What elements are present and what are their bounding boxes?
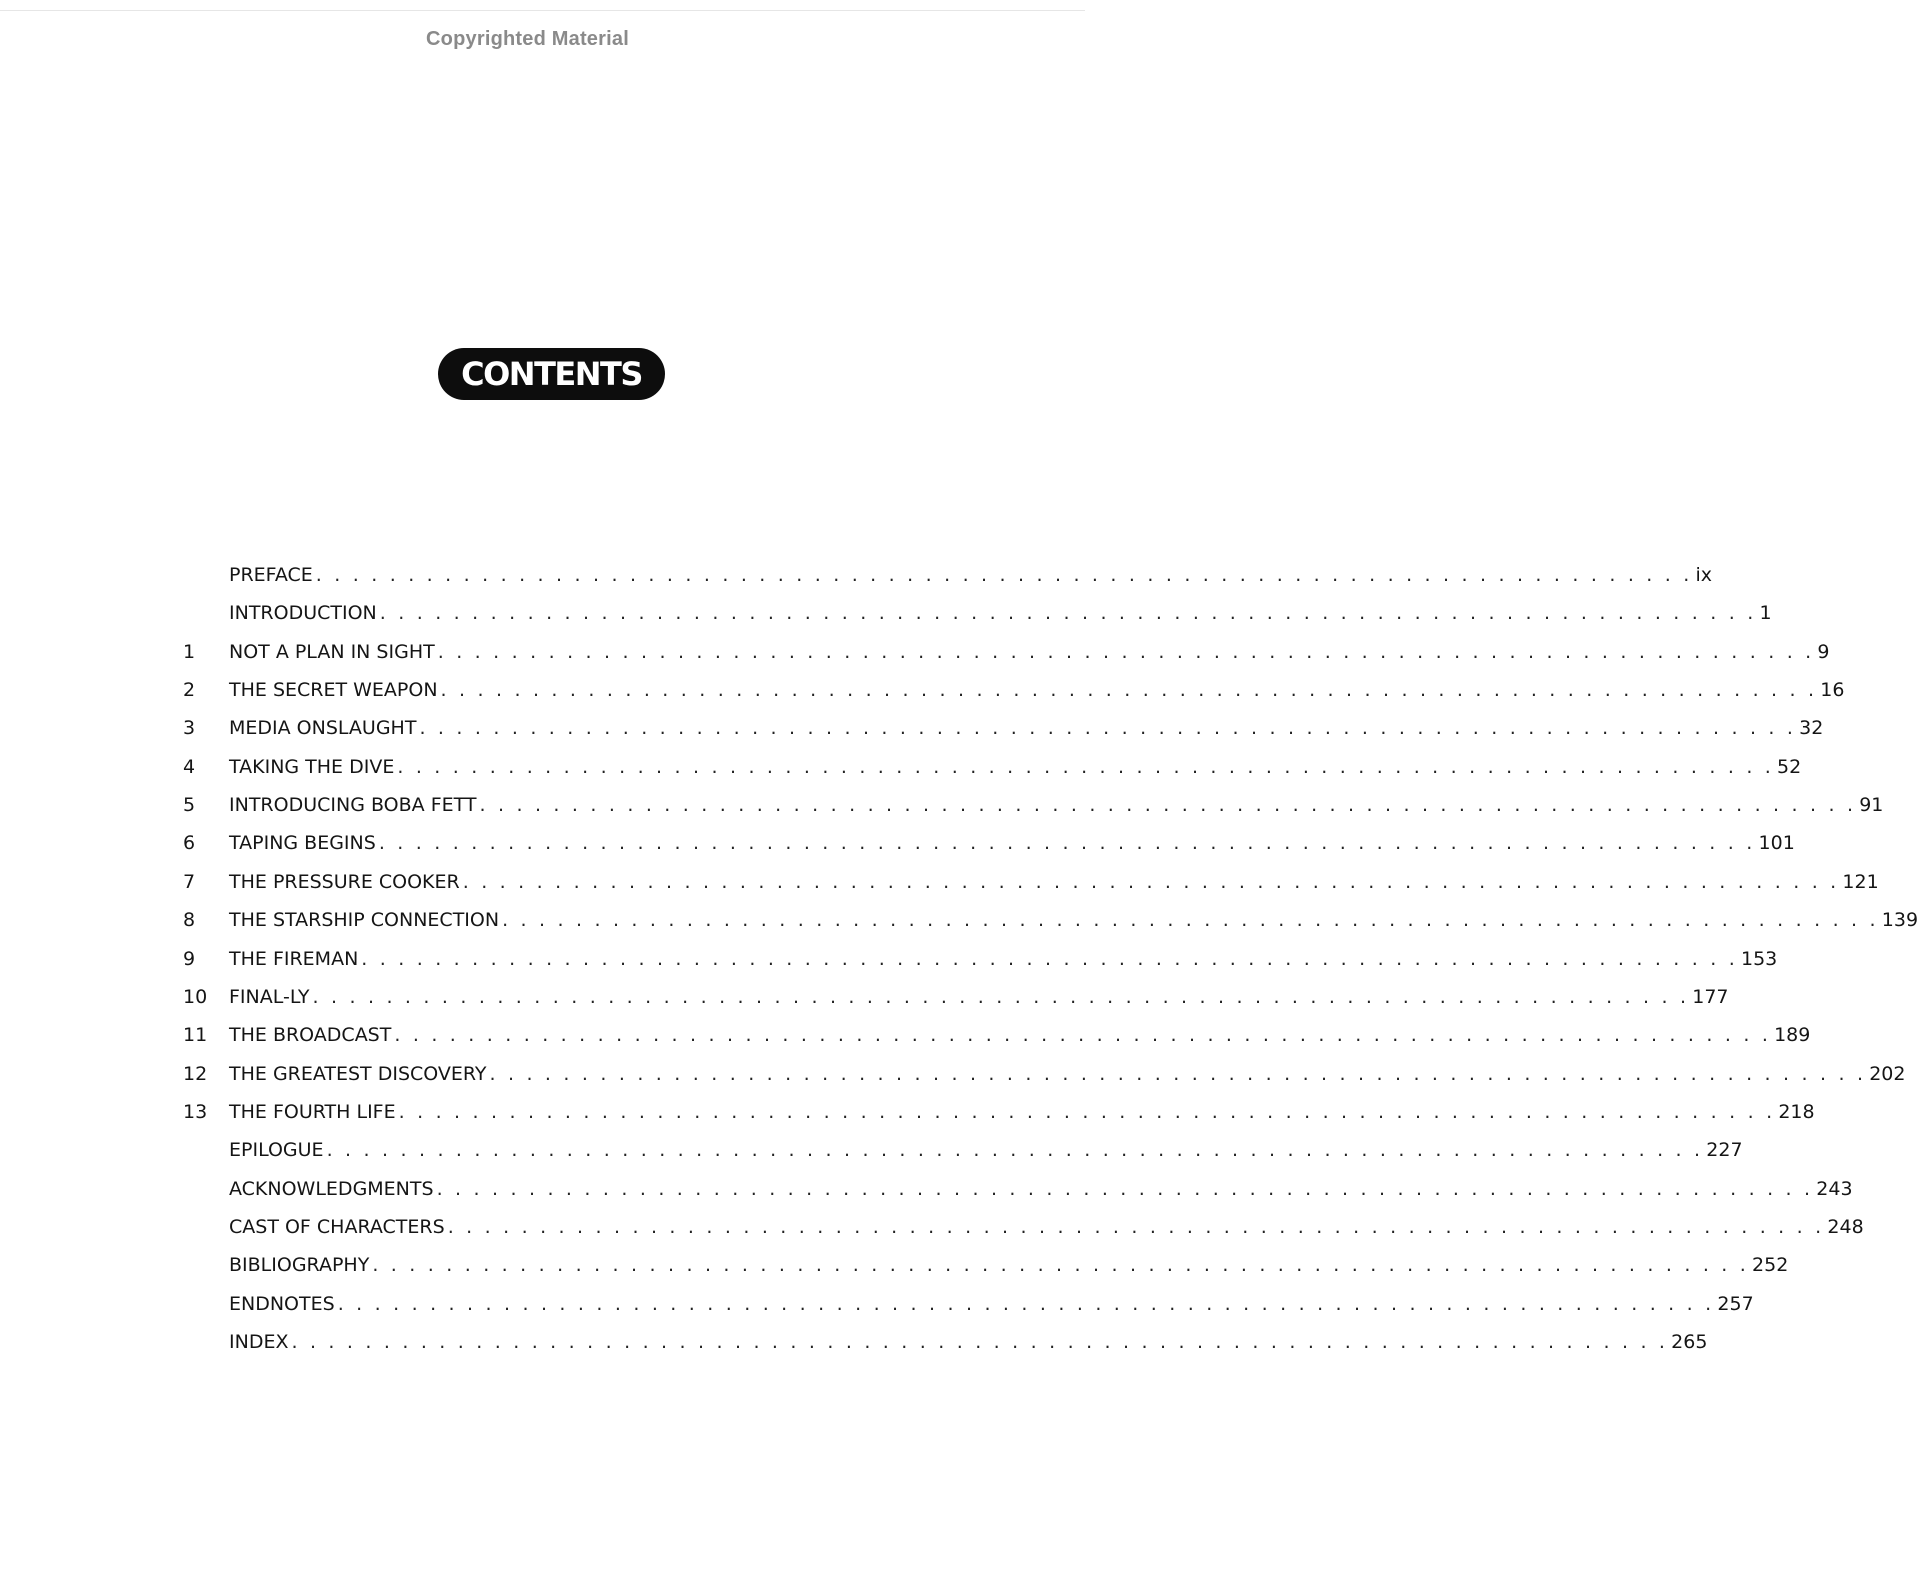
toc-entry-line bbox=[229, 1170, 1853, 1208]
chapter-number: 10 bbox=[183, 985, 208, 1008]
toc-entry bbox=[0, 940, 1778, 978]
toc-entry bbox=[0, 1323, 1708, 1361]
chapter-title: ACKNOWLEDGMENTS bbox=[229, 1177, 434, 1200]
toc-entry bbox=[0, 786, 1884, 824]
dot-leader: . . . . . . . . . . . . . . . . . . . . . . . . . . . . . . . . . . . . . . . . . . . . . . . . . . . . . . . . . . . . . . . . . . . . . . . . . . . bbox=[379, 602, 1757, 625]
toc-entry bbox=[0, 748, 1802, 786]
chapter-title: THE PRESSURE COOKER bbox=[229, 870, 460, 893]
toc-entry bbox=[0, 824, 1795, 862]
page-number: ix bbox=[1695, 564, 1713, 586]
chapter-number: 9 bbox=[183, 947, 196, 970]
dot-leader: . . . . . . . . . . . . . . . . . . . . . . . . . . . . . . . . . . . . . . . . . . . . . . . . . . . . . . . . . . . . . . . . . . . . . . . . . . . bbox=[437, 640, 1815, 663]
chapter-title: THE STARSHIP CONNECTION bbox=[229, 909, 500, 932]
chapter-title: THE FIREMAN bbox=[229, 947, 359, 970]
toc-entry bbox=[0, 556, 1713, 594]
chapter-title: ENDNOTES bbox=[229, 1292, 335, 1315]
toc-entry bbox=[0, 978, 1729, 1016]
chapter-number: 7 bbox=[183, 870, 196, 893]
toc-entry bbox=[0, 1093, 1815, 1131]
dot-leader: . . . . . . . . . . . . . . . . . . . . . . . . . . . . . . . . . . . . . . . . . . . . . . . . . . . . . . . . . . . . . . . . . . . . . . . . . . . bbox=[447, 1215, 1825, 1238]
page-number: 177 bbox=[1692, 985, 1729, 1008]
toc-entry-line bbox=[229, 556, 1713, 594]
toc-entry-line bbox=[229, 671, 1845, 709]
toc-entry-line bbox=[229, 1246, 1789, 1284]
chapter-title: THE SECRET WEAPON bbox=[229, 679, 438, 702]
toc-entry bbox=[0, 1131, 1743, 1169]
page-number: 265 bbox=[1671, 1331, 1708, 1353]
toc-entry-line bbox=[229, 1285, 1754, 1323]
page-number: 189 bbox=[1774, 1024, 1811, 1047]
toc-entry bbox=[0, 594, 1772, 632]
chapter-title: INTRODUCING BOBA FETT bbox=[229, 794, 477, 817]
toc-entry-line bbox=[229, 1055, 1906, 1093]
toc-entry bbox=[0, 1208, 1864, 1246]
chapter-title: THE FOURTH LIFE bbox=[229, 1100, 396, 1123]
chapter-title: THE BROADCAST bbox=[229, 1024, 392, 1047]
page-number: 1 bbox=[1759, 602, 1772, 625]
chapter-number: 12 bbox=[183, 1062, 208, 1085]
dot-leader: . . . . . . . . . . . . . . . . . . . . . . . . . . . . . . . . . . . . . . . . . . . . . . . . . . . . . . . . . . . . . . . . . . . . . . . . . . . bbox=[419, 717, 1797, 740]
chapter-title: PREFACE bbox=[229, 564, 313, 586]
chapter-title: BIBLIOGRAPHY bbox=[229, 1254, 370, 1277]
top-rule bbox=[0, 10, 1085, 11]
page-number: 91 bbox=[1859, 794, 1884, 817]
page-number: 139 bbox=[1881, 909, 1918, 932]
chapter-title: MEDIA ONSLAUGHT bbox=[229, 717, 417, 740]
toc-entry bbox=[0, 709, 1824, 747]
toc-entry-line bbox=[229, 1131, 1743, 1169]
chapter-title: TAPING BEGINS bbox=[229, 832, 376, 855]
toc-entry bbox=[0, 1285, 1754, 1323]
toc-entry-line bbox=[229, 709, 1824, 747]
chapter-number: 3 bbox=[183, 717, 196, 740]
page-number: 52 bbox=[1777, 755, 1802, 778]
dot-leader: . . . . . . . . . . . . . . . . . . . . . . . . . . . . . . . . . . . . . . . . . . . . . . . . . . . . . . . . . . . . . . . . . . . . . . . . . . . bbox=[398, 1100, 1776, 1123]
dot-leader: . . . . . . . . . . . . . . . . . . . . . . . . . . . . . . . . . . . . . . . . . . . . . . . . . . . . . . . . . . . . . . . . . . . . . . . . . . . bbox=[372, 1254, 1750, 1277]
dot-leader: . . . . . . . . . . . . . . . . . . . . . . . . . . . . . . . . . . . . . . . . . . . . . . . . . . . . . . . . . . . . . . . . . . . . . . . . . . . bbox=[361, 947, 1738, 970]
toc-entry-line bbox=[229, 1016, 1811, 1054]
dot-leader: . . . . . . . . . . . . . . . . . . . . . . . . . . . . . . . . . . . . . . . . . . . . . . . . . . . . . . . . . . . . . . . . . . . . . . . . . . . bbox=[462, 870, 1840, 893]
chapter-number: 5 bbox=[183, 794, 196, 817]
toc-entry-line bbox=[229, 940, 1778, 978]
toc-entry bbox=[0, 901, 1918, 939]
chapter-title: INDEX bbox=[229, 1331, 289, 1353]
toc-entry-line bbox=[229, 978, 1729, 1016]
page-number: 218 bbox=[1778, 1100, 1815, 1123]
dot-leader: . . . . . . . . . . . . . . . . . . . . . . . . . . . . . . . . . . . . . . . . . . . . . . . . . . . . . . . . . . . . . . . . . . . . . . . . . . . bbox=[326, 1139, 1704, 1162]
toc-entry-line bbox=[229, 1093, 1815, 1131]
dot-leader: . . . . . . . . . . . . . . . . . . . . . . . . . . . . . . . . . . . . . . . . . . . . . . . . . . . . . . . . . . . . . . . . . . . . . . . . . . . bbox=[315, 564, 1693, 586]
page-number: 32 bbox=[1799, 717, 1824, 740]
dot-leader: . . . . . . . . . . . . . . . . . . . . . . . . . . . . . . . . . . . . . . . . . . . . . . . . . . . . . . . . . . . . . . . . . . . . . . . . . . . bbox=[312, 985, 1690, 1008]
chapter-number: 6 bbox=[183, 832, 196, 855]
toc-entry-line bbox=[229, 863, 1879, 901]
contents-title-badge bbox=[438, 348, 665, 400]
chapter-number: 13 bbox=[183, 1100, 208, 1123]
dot-leader: . . . . . . . . . . . . . . . . . . . . . . . . . . . . . . . . . . . . . . . . . . . . . . . . . . . . . . . . . . . . . . . . . . . . . . . . . . . bbox=[440, 679, 1818, 702]
dot-leader: . . . . . . . . . . . . . . . . . . . . . . . . . . . . . . . . . . . . . . . . . . . . . . . . . . . . . . . . . . . . . . . . . . . . . . . . . . . bbox=[378, 832, 1756, 855]
chapter-title: INTRODUCTION bbox=[229, 602, 377, 625]
toc-entry bbox=[0, 1055, 1906, 1093]
page-number: 153 bbox=[1740, 947, 1778, 970]
toc-entry bbox=[0, 671, 1845, 709]
chapter-title: NOT A PLAN IN SIGHT bbox=[229, 640, 435, 663]
toc-entry-line bbox=[229, 1323, 1708, 1361]
dot-leader: . . . . . . . . . . . . . . . . . . . . . . . . . . . . . . . . . . . . . . . . . . . . . . . . . . . . . . . . . . . . . . . . . . . . . . . . . . . bbox=[489, 1062, 1867, 1085]
dot-leader: . . . . . . . . . . . . . . . . . . . . . . . . . . . . . . . . . . . . . . . . . . . . . . . . . . . . . . . . . . . . . . . . . . . . . . . . . . . bbox=[291, 1331, 1669, 1353]
toc-entry-line bbox=[229, 786, 1884, 824]
page-number: 9 bbox=[1817, 640, 1830, 663]
chapter-number: 2 bbox=[183, 679, 196, 702]
chapter-title: THE GREATEST DISCOVERY bbox=[229, 1062, 487, 1085]
toc-entry bbox=[0, 633, 1830, 671]
page-number: 101 bbox=[1758, 832, 1795, 855]
page-number: 202 bbox=[1869, 1062, 1906, 1085]
toc-entry-line bbox=[229, 594, 1772, 632]
toc-entry bbox=[0, 1016, 1811, 1054]
chapter-title: CAST OF CHARACTERS bbox=[229, 1215, 445, 1238]
copyright-notice: Copyrighted Material bbox=[426, 28, 629, 50]
chapter-number: 1 bbox=[183, 640, 196, 663]
chapter-title: EPILOGUE bbox=[229, 1139, 324, 1162]
toc-entry bbox=[0, 1246, 1789, 1284]
page-number: 257 bbox=[1717, 1292, 1754, 1315]
chapter-title: TAKING THE DIVE bbox=[229, 755, 395, 778]
toc-entry-line bbox=[229, 901, 1918, 939]
page-number: 227 bbox=[1706, 1139, 1743, 1162]
dot-leader: . . . . . . . . . . . . . . . . . . . . . . . . . . . . . . . . . . . . . . . . . . . . . . . . . . . . . . . . . . . . . . . . . . . . . . . . . . . bbox=[479, 794, 1857, 817]
page-number: 16 bbox=[1820, 679, 1845, 702]
dot-leader: . . . . . . . . . . . . . . . . . . . . . . . . . . . . . . . . . . . . . . . . . . . . . . . . . . . . . . . . . . . . . . . . . . . . . . . . . . . bbox=[337, 1292, 1715, 1315]
chapter-title: FINAL-LY bbox=[229, 985, 310, 1008]
page-number: 248 bbox=[1827, 1215, 1864, 1238]
toc-entry-line bbox=[229, 824, 1795, 862]
dot-leader: . . . . . . . . . . . . . . . . . . . . . . . . . . . . . . . . . . . . . . . . . . . . . . . . . . . . . . . . . . . . . . . . . . . . . . . . . . . bbox=[394, 1024, 1772, 1047]
chapter-number: 11 bbox=[183, 1024, 208, 1047]
page-number: 243 bbox=[1816, 1177, 1853, 1200]
page-number: 121 bbox=[1842, 870, 1879, 893]
toc-entry bbox=[0, 863, 1879, 901]
dot-leader: . . . . . . . . . . . . . . . . . . . . . . . . . . . . . . . . . . . . . . . . . . . . . . . . . . . . . . . . . . . . . . . . . . . . . . . . . . . bbox=[397, 755, 1775, 778]
toc-entry bbox=[0, 1170, 1853, 1208]
chapter-number: 8 bbox=[183, 909, 196, 932]
toc-entry-line bbox=[229, 633, 1830, 671]
dot-leader: . . . . . . . . . . . . . . . . . . . . . . . . . . . . . . . . . . . . . . . . . . . . . . . . . . . . . . . . . . . . . . . . . . . . . . . . . . . bbox=[502, 909, 1879, 932]
page-title: CONTENTS bbox=[461, 355, 642, 393]
chapter-number: 4 bbox=[183, 755, 196, 778]
dot-leader: . . . . . . . . . . . . . . . . . . . . . . . . . . . . . . . . . . . . . . . . . . . . . . . . . . . . . . . . . . . . . . . . . . . . . . . . . . . bbox=[436, 1177, 1814, 1200]
page-number: 252 bbox=[1752, 1254, 1789, 1277]
toc-entry-line bbox=[229, 748, 1802, 786]
toc-entry-line bbox=[229, 1208, 1864, 1246]
